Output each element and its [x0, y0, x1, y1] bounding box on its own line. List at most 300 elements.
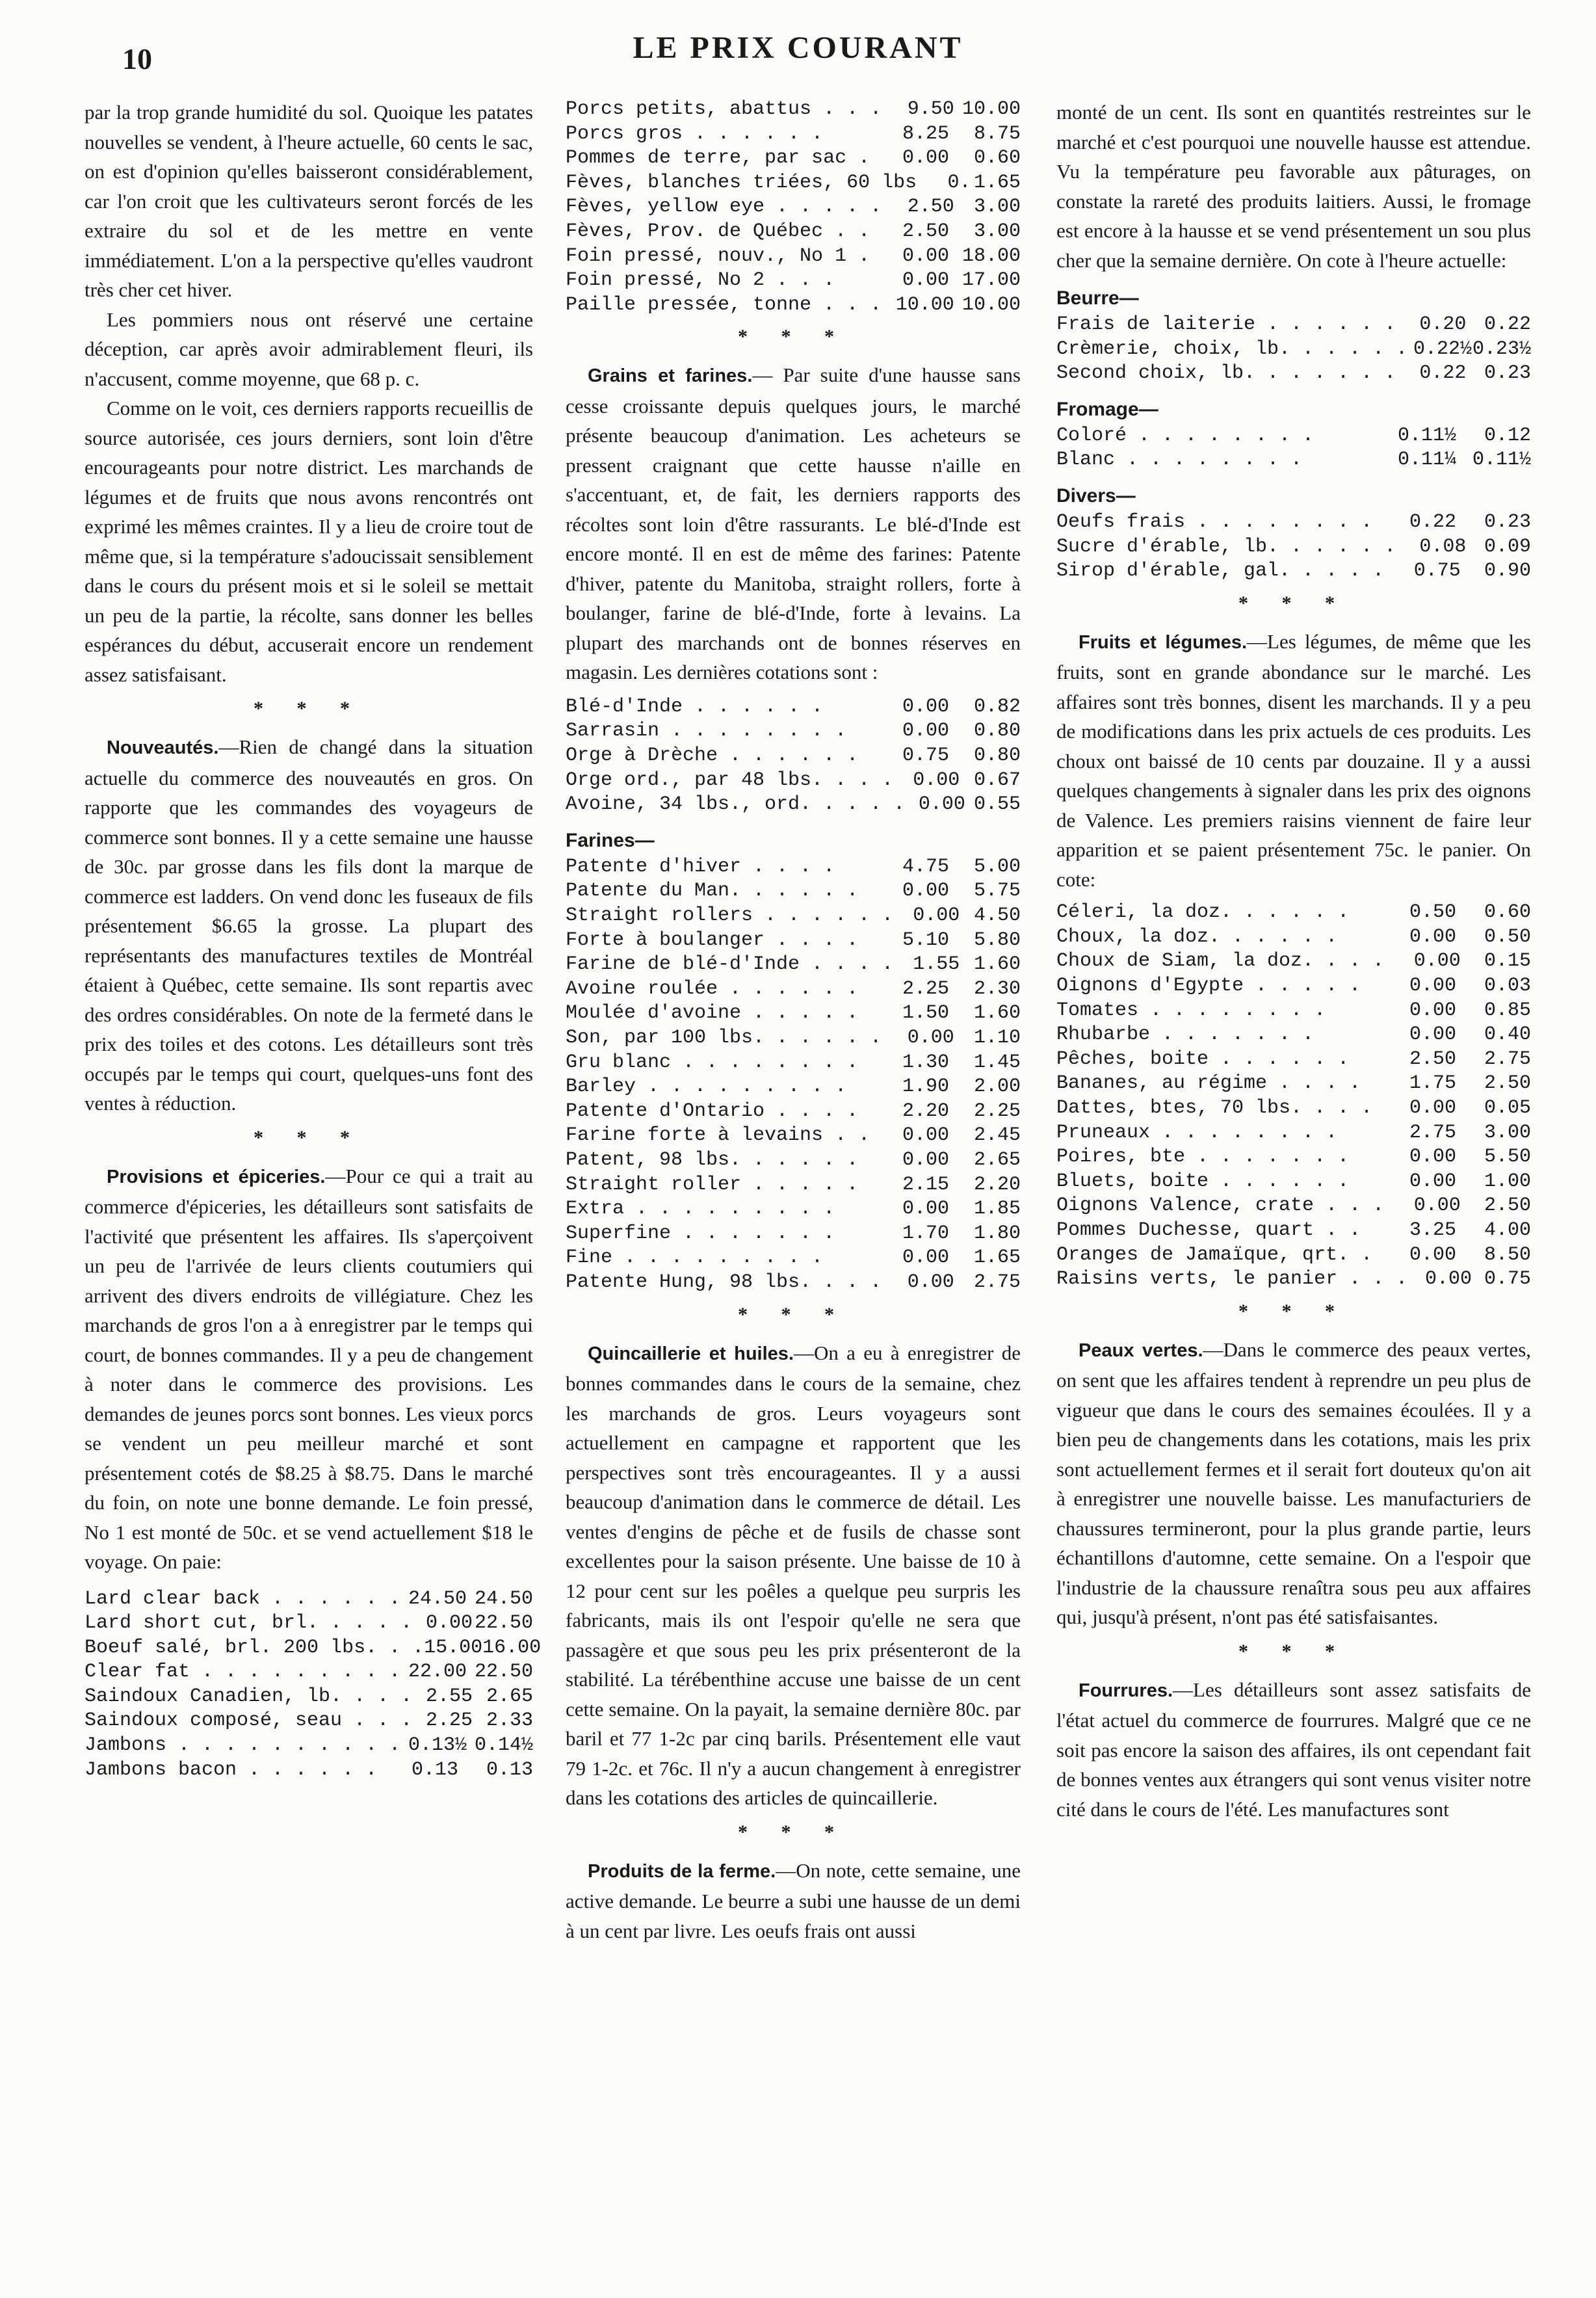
section-grains — [566, 360, 1021, 687]
section-text: —On note, cette semaine, une active demande. Le beurre a subi une hausse de un demi à un cent par livre. Les oeufs frais ont aussi — [566, 1858, 1021, 1942]
price-high: 0.55 — [973, 793, 1021, 816]
price-high: 0.85 — [1484, 999, 1531, 1022]
price-high: 18.00 — [962, 244, 1021, 267]
price-high: 0.80 — [973, 745, 1021, 767]
item-name: Oignons d'Egypte . . . . . — [1056, 975, 1361, 997]
item-name: Blanc . . . . . . . . — [1056, 449, 1303, 471]
section-divider: * * * — [1238, 592, 1349, 614]
item-name: Second choix, lb. . . . . . . — [1056, 362, 1396, 385]
price-low: 0.75 — [1413, 560, 1461, 583]
price-row — [85, 1611, 533, 1636]
item-name: Saindoux Canadien, lb. . . . — [85, 1685, 413, 1708]
paragraph: par la trop grande humidité du sol. Quoique les patates nouvelles se vendent, à l'heure actuelle, 60 cents le sac, on est d'opinion qu'elles baisseront considérablement, car l'on croit que les cultivateurs seront forcés de les extraire du sol et de les mettre en vente immédiatement. L'on a la perspective qu'elles vaudront très cher cet hiver. — [85, 101, 533, 301]
item-name: Pommes Duchesse, quart . . — [1056, 1219, 1361, 1241]
price-row — [566, 1148, 1021, 1173]
price-high: 1.65 — [973, 1247, 1021, 1269]
section-fourrures — [1056, 1675, 1531, 1825]
item-name: Son, par 100 lbs. . . . . . — [566, 1026, 882, 1049]
price-row — [566, 719, 1021, 744]
price-high: 0.23½ — [1472, 337, 1531, 360]
section-quincaillerie — [566, 1338, 1021, 1813]
item-name: Porcs petits, abattus . . . — [566, 98, 882, 120]
price-list — [85, 1587, 542, 1783]
item-name: Frais de laiterie . . . . . . — [1056, 313, 1396, 336]
price-high: 17.00 — [962, 269, 1021, 292]
price-high: 0.75 — [1484, 1268, 1531, 1291]
item-name: Foin pressé, nouv., No 1 . — [566, 244, 870, 267]
price-low: 2.50 — [1409, 1048, 1456, 1070]
price-high: 0.15 — [1484, 950, 1531, 973]
item-name: Straight roller . . . . . — [566, 1173, 859, 1196]
price-low: 0.00 — [902, 1148, 949, 1171]
price-low: 1.55 — [913, 953, 960, 976]
price-row — [566, 977, 1021, 1002]
price-row — [566, 1197, 1021, 1222]
item-name: Patente du Man. . . . . . — [566, 880, 859, 903]
price-row — [1056, 999, 1531, 1024]
price-high: 1.65 — [973, 171, 1021, 194]
item-name: Céleri, la doz. . . . . . — [1056, 901, 1350, 924]
section-divider: * * * — [738, 326, 848, 348]
page-number: 10 — [122, 42, 152, 75]
price-low: 10.00 — [895, 293, 954, 316]
price-row — [1056, 1267, 1531, 1292]
price-low: 0.22 — [1409, 510, 1456, 533]
price-low: 5.10 — [902, 929, 949, 951]
price-high: 1.60 — [973, 953, 1021, 976]
price-low: 3.25 — [1409, 1219, 1456, 1241]
price-low: 0.00 — [1409, 999, 1456, 1022]
price-low: 0.00 — [902, 244, 949, 267]
item-name: Farine forte à levains . . — [566, 1124, 870, 1147]
price-row — [566, 1100, 1021, 1124]
price-high: 0.60 — [1484, 901, 1531, 924]
item-name: Lard clear back . . . . . . — [85, 1587, 401, 1610]
item-name: Saindoux composé, seau . . . — [85, 1710, 413, 1732]
price-high: 2.65 — [973, 1148, 1021, 1171]
price-high: 2.45 — [973, 1124, 1021, 1147]
price-high: 0.14½ — [474, 1734, 533, 1757]
section-heading: Provisions et épiceries. — [107, 1166, 326, 1187]
column-2 — [566, 98, 1021, 1946]
price-row — [566, 122, 1021, 147]
price-row — [566, 1246, 1021, 1271]
price-high: 0.23 — [1484, 362, 1531, 385]
price-row — [566, 793, 1021, 817]
price-high: 4.00 — [1484, 1219, 1531, 1241]
price-row — [566, 98, 1021, 122]
section-nouveautes — [85, 732, 533, 1118]
price-row — [85, 1734, 533, 1758]
price-low: 1.30 — [902, 1051, 949, 1074]
item-name: Choux, la doz. . . . . . — [1056, 925, 1338, 948]
price-high: 2.30 — [973, 977, 1021, 1000]
price-row — [1056, 1121, 1531, 1146]
price-row — [566, 220, 1021, 244]
price-row — [1056, 1072, 1531, 1096]
price-row — [85, 1636, 542, 1661]
item-name: Sucre d'érable, lb. . . . . . — [1056, 535, 1396, 558]
section-provisions — [85, 1161, 533, 1577]
item-name: Dattes, btes, 70 lbs. . . . — [1056, 1097, 1373, 1119]
item-name: Blé-d'Inde . . . . . . — [566, 695, 824, 718]
price-low: 0.00 — [902, 1198, 949, 1221]
price-row — [566, 1075, 1021, 1100]
price-row — [566, 1124, 1021, 1148]
price-row — [566, 269, 1021, 293]
item-name: Jambons bacon . . . . . . — [85, 1758, 378, 1781]
price-low: 2.55 — [426, 1685, 473, 1708]
price-low: 0.00 — [1409, 975, 1456, 997]
price-low: 0.00 — [913, 769, 960, 791]
price-low: 24.50 — [408, 1587, 467, 1610]
price-high: 16.00 — [482, 1636, 542, 1659]
price-low: 0.00 — [1409, 1024, 1456, 1046]
price-low: 4.75 — [902, 855, 949, 878]
section-divider: * * * — [1238, 1300, 1349, 1322]
price-high: 10.00 — [962, 293, 1021, 316]
section-text: —On a eu à enregistrer de bonnes commandes dans le cours de la semaine, chez les marchands de gros. Leurs voyageurs sont actuellement en campagne et rapportent que les perspectives sont très encourageantes. Il y a aussi beaucoup d'animation dans le commerce de détail. Les ventes d'engins de pêche et de fusils de chasse sont excellentes pour la saison présente. Une baisse de 10 à 12 pour cent sur les poêles a quelque peu surpris les fabricants, mais ils ont l'espoir qu'elle ne sera que passagère et que sous peu les prix présenteront de la stabilité. La térébenthine accuse une baisse de un cent cette semaine. On la payait, la semaine dernière 80c. par baril et 77 1-2c par cinq barils. Présentement elle vaut 79 1-2c. et 76c. Il n'y a aucun changement à enregistrer dans les cotations des articles de quincaillerie. — [566, 1341, 1021, 1809]
section-heading: Fruits et légumes. — [1079, 631, 1248, 653]
section-divider: * * * — [1238, 1640, 1349, 1662]
price-row — [566, 244, 1021, 269]
price-row — [566, 855, 1021, 880]
price-row — [1056, 1048, 1531, 1072]
price-low: 0.08 — [1419, 535, 1467, 558]
price-low: 22.00 — [408, 1661, 467, 1684]
price-high: 0.67 — [973, 769, 1021, 791]
price-list — [1056, 510, 1531, 584]
price-low: 0.00 — [1409, 1170, 1456, 1193]
price-high: 2.50 — [1484, 1195, 1531, 1217]
price-high: 0.50 — [1484, 925, 1531, 948]
price-low: 1.75 — [1409, 1072, 1456, 1095]
price-row — [1056, 313, 1531, 337]
price-low: 1.50 — [902, 1002, 949, 1025]
price-high: 0.09 — [1484, 535, 1531, 558]
price-row — [1056, 925, 1531, 950]
item-name: Fèves, yellow eye . . . . . — [566, 196, 882, 218]
price-row — [1056, 974, 1531, 999]
price-high: 8.50 — [1484, 1243, 1531, 1266]
price-row — [1056, 1023, 1531, 1048]
price-high: 0.40 — [1484, 1024, 1531, 1046]
item-name: Bluets, boite . . . . . . — [1056, 1170, 1350, 1193]
price-row — [85, 1587, 533, 1612]
price-low: 9.50 — [907, 98, 954, 120]
price-row — [85, 1660, 533, 1685]
item-name: Farine de blé-d'Inde . . . . — [566, 953, 894, 976]
item-name: Avoine, 34 lbs., ord. . . . . — [566, 793, 906, 816]
price-row — [85, 1685, 533, 1710]
item-name: Crèmerie, choix, lb. . . . . . — [1056, 337, 1408, 360]
item-name: Jambons . . . . . . . . . . — [85, 1734, 401, 1757]
price-low: 0.00 — [1413, 950, 1461, 973]
price-high: 0.23 — [1484, 510, 1531, 533]
section-produits-ferme — [566, 1856, 1021, 1946]
column-1 — [85, 98, 542, 1782]
price-low: 0.00 — [902, 269, 949, 292]
price-high: 0.12 — [1484, 424, 1531, 447]
item-name: Oignons Valence, crate . . . — [1056, 1195, 1385, 1217]
price-high: 2.20 — [973, 1173, 1021, 1196]
price-row — [566, 1026, 1021, 1051]
price-low: 0. — [947, 171, 971, 194]
subheading-farines: Farines— — [566, 829, 655, 851]
price-low: 0.00 — [1424, 1268, 1472, 1291]
price-row — [1056, 1194, 1531, 1219]
price-high: 24.50 — [474, 1587, 533, 1610]
price-row — [566, 929, 1021, 953]
price-low: 0.00 — [907, 1271, 954, 1293]
section-peaux-vertes — [1056, 1335, 1531, 1632]
price-high: 0.22 — [1484, 313, 1531, 336]
price-row — [566, 1271, 1021, 1295]
item-name: Clear fat . . . . . . . . . — [85, 1661, 401, 1684]
price-high: 10.00 — [962, 98, 1021, 120]
section-text: —Les détailleurs sont assez satisfaits de l'état actuel du commerce de fourrures. Malgré que ce ne soit pas encore la saison des affaires, ils ont cependant fait de bonnes ventes aux étrangers qui sont venus visiter notre cité dans le cours de l'été. Les manufactures sont — [1056, 1678, 1531, 1821]
section-heading: Quincaillerie et huiles. — [588, 1343, 794, 1364]
price-low: 0.00 — [902, 1247, 949, 1269]
item-name: Porcs gros . . . . . . — [566, 122, 824, 145]
price-high: 0.80 — [973, 720, 1021, 743]
paragraph: monté de un cent. Ils sont en quantités restreintes sur le marché et c'est pourquoi une nouvelle hausse est attendue. Vu la température peu favorable aux pâturages, on constate la rareté des produits laitiers. Aussi, le fromage est encore à la hausse et se vend présentement un sou plus cher que la semaine dernière. On cote à l'heure actuelle: — [1056, 101, 1531, 272]
price-high: 2.00 — [973, 1076, 1021, 1098]
price-row — [566, 1001, 1021, 1026]
section-heading: Nouveautés. — [107, 737, 219, 758]
item-name: Pruneaux . . . . . . . . — [1056, 1121, 1338, 1144]
price-low: 0.00 — [902, 147, 949, 170]
price-row — [1056, 448, 1531, 473]
item-name: Pommes de terre, par sac . — [566, 147, 870, 170]
price-high: 1.45 — [973, 1051, 1021, 1074]
section-text: — Par suite d'une hausse sans cesse croissante depuis quelques jours, le marché présente beaucoup d'animation. Les acheteurs se pressent craignant que cette hausse n'aille en s'accentuant, et, de fait, les derniers rapports des récoltes sont loin d'être rassurants. Le blé-d'Inde est encore monté. Il en est de même des farines: Patente d'hiver, patente du Manitoba, straight rollers, forte à boulanger, farine de blé-d'Inde, forte à levains. La plupart des marchands ont de bonnes réserves en magasin. Les dernières cotations sont : — [566, 363, 1021, 684]
price-low: 0.13 — [411, 1758, 458, 1781]
item-name: Patente Hung, 98 lbs. . . . — [566, 1271, 882, 1293]
price-low: 0.13½ — [408, 1734, 467, 1757]
price-row — [1056, 510, 1531, 535]
publication-title: LE PRIX COURANT — [633, 31, 963, 65]
price-high: 0.90 — [1484, 560, 1531, 583]
item-name: Orge ord., par 48 lbs. . . . — [566, 769, 894, 791]
price-low: 0.75 — [902, 745, 949, 767]
price-low: 0.00 — [1413, 1195, 1461, 1217]
price-row — [566, 879, 1021, 904]
item-name: Patent, 98 lbs. . . . . . — [566, 1148, 859, 1171]
price-low: 0.00 — [902, 720, 949, 743]
price-low: 0.00 — [1409, 1243, 1456, 1266]
section-heading: Peaux vertes. — [1079, 1340, 1203, 1361]
section-divider: * * * — [254, 698, 364, 719]
price-high: 1.00 — [1484, 1170, 1531, 1193]
price-row — [1056, 559, 1531, 584]
price-row — [566, 146, 1021, 171]
section-text: —Les légumes, de même que les fruits, sont en grande abondance sur le marché. Les affaires sont très bonnes, disent les marchands. Il y a peu de modifications dans les prix actuels de ces produits. Les choux ont baissé de 10 cents par douzaine. Il y a aussi quelques changements à signaler dans les prix des oignons de Valence. Les premiers raisins viennent de faire leur apparition et se paient présentement 75c. le panier. On cote: — [1056, 629, 1531, 891]
item-name: Raisins verts, le panier . . . — [1056, 1268, 1408, 1291]
section-heading: Fourrures. — [1079, 1680, 1173, 1701]
price-row — [566, 744, 1021, 769]
price-row — [85, 1758, 533, 1783]
section-divider: * * * — [738, 1303, 848, 1325]
price-high: 4.50 — [973, 905, 1021, 927]
price-high: 0.13 — [486, 1758, 533, 1781]
item-name: Lard short cut, brl. . . . . — [85, 1612, 413, 1635]
price-low: 2.20 — [902, 1100, 949, 1122]
paragraph: Les pommiers nous ont réservé une certaine déception, car après avoir admirablement fleuri, ils n'accusent, comme moyenne, que 68 p. c. — [85, 308, 533, 390]
price-row — [1056, 1096, 1531, 1121]
price-row — [566, 904, 1021, 929]
price-low: 0.00 — [1409, 925, 1456, 948]
price-high: 22.50 — [474, 1661, 533, 1684]
price-row — [1056, 1243, 1531, 1268]
price-row — [1056, 424, 1531, 449]
price-list — [566, 855, 1021, 1295]
item-name: Pêches, boite . . . . . . — [1056, 1048, 1350, 1070]
price-low: 0.20 — [1419, 313, 1467, 336]
price-high: 1.60 — [973, 1002, 1021, 1025]
subheading-divers: Divers— — [1056, 484, 1136, 507]
item-name: Gru blanc . . . . . . . . — [566, 1051, 859, 1074]
item-name: Fine . . . . . . . . . — [566, 1247, 824, 1269]
item-name: Choux de Siam, la doz. . . . — [1056, 950, 1385, 973]
item-name: Boeuf salé, brl. 200 lbs. . . — [85, 1636, 425, 1659]
price-low: 0.11½ — [1397, 424, 1456, 447]
item-name: Fèves, blanches triées, 60 lbs — [566, 171, 917, 194]
price-high: 2.65 — [486, 1685, 533, 1708]
price-row — [566, 1222, 1021, 1247]
price-row — [1056, 1145, 1531, 1170]
item-name: Moulée d'avoine . . . . . — [566, 1002, 859, 1025]
item-name: Paille pressée, tonne . . . — [566, 293, 882, 316]
price-low: 2.50 — [902, 220, 949, 243]
price-row — [566, 695, 1021, 720]
price-low: 2.50 — [907, 196, 954, 218]
item-name: Superfine . . . . . . . — [566, 1222, 835, 1245]
item-name: Foin pressé, No 2 . . . — [566, 269, 835, 292]
price-high: 5.75 — [973, 880, 1021, 903]
price-row — [1056, 949, 1531, 974]
price-low: 0.00 — [902, 695, 949, 718]
price-high: 2.33 — [486, 1710, 533, 1732]
price-low: 0.00 — [1409, 1097, 1456, 1119]
price-low: 2.75 — [1409, 1121, 1456, 1144]
paragraph: Comme on le voit, ces derniers rapports recueillis de source autorisée, ces jours derniers, sont loin d'être encourageants pour notre district. Les marchands de légumes et de fruits que nous avons rencontrés ont exprimé les mêmes craintes. Il y a lieu de croire tout de même que, si la température s'adoucissait sensiblement dans le cours du présent mois et si le soleil se mettait un peu de la partie, la récolte, sans donner les belles espérances du début, accuserait encore un rendement assez satisfaisant. — [85, 397, 533, 686]
section-heading: Produits de la ferme. — [588, 1860, 776, 1882]
section-text: —Dans le commerce des peaux vertes, on sent que les affaires tendent à reprendre un peu plus de vigueur que dans le cours des semaines écoulées. Il y a bien peu de changements dans les cotations, mais les prix sont actuellement fermes et il serait fort douteux qu'on ait à enregistrer une nouvelle baisse. Les manufacturiers de chaussures termineront, pour la plus grande partie, leurs échantillons d'automne, cette semaine. On a l'espoir que l'industrie de la chaussure renaîtra sous peu aux affaires qui, jusqu'à présent, n'ont pas été satisfaisantes. — [1056, 1338, 1532, 1629]
price-low: 0.50 — [1409, 901, 1456, 924]
price-low: 0.00 — [1409, 1146, 1456, 1169]
price-low: 15.00 — [424, 1636, 483, 1659]
price-high: 2.75 — [1484, 1048, 1531, 1070]
price-high: 22.50 — [474, 1612, 533, 1635]
price-row — [1056, 1219, 1531, 1243]
price-low: 0.22½ — [1413, 337, 1472, 360]
item-name: Avoine roulée . . . . . . — [566, 977, 859, 1000]
item-name: Oeufs frais . . . . . . . . — [1056, 510, 1373, 533]
section-text: —Pour ce qui a trait au commerce d'épiceries, les détailleurs sont satisfaits de l'activité que présentent les affaires. Ils s'aperçoivent un peu de l'arrivée de leurs clients coutumiers qui arrivent des divers endroits de villégiature. Chez les marchands de gros l'on a à enregistrer par le temps qui court, de bonnes commandes. Il y a peu de changement à noter dans le commerce des provisions. Les demandes de jeunes porcs sont bonnes. Les vieux porcs se vendent un peu meilleur marché et sont présentement cotés de $8.25 à $8.75. Dans le marché du foin, on note une bonne demande. Le foin pressé, No 1 est monté de 50c. et se vend actuellement $18 le voyage. On paie: — [85, 1164, 533, 1573]
subheading-beurre: Beurre— — [1056, 287, 1139, 309]
item-name: Tomates . . . . . . . . — [1056, 999, 1326, 1022]
item-name: Rhubarbe . . . . . . . — [1056, 1024, 1315, 1046]
price-high: 2.75 — [973, 1271, 1021, 1293]
price-row — [85, 1709, 533, 1734]
section-divider: * * * — [738, 1821, 848, 1843]
price-list — [1056, 424, 1531, 473]
price-row — [566, 1173, 1021, 1198]
price-high: 3.00 — [973, 220, 1021, 243]
section-heading: Grains et farines. — [588, 365, 753, 387]
price-low: 1.90 — [902, 1076, 949, 1098]
price-high: 0.60 — [973, 147, 1021, 170]
price-row — [566, 171, 1021, 196]
price-low: 2.25 — [902, 977, 949, 1000]
price-high: 0.05 — [1484, 1097, 1531, 1119]
item-name: Barley . . . . . . . . . — [566, 1076, 847, 1098]
item-name: Extra . . . . . . . . . — [566, 1198, 835, 1221]
price-row — [1056, 535, 1531, 560]
price-row — [566, 953, 1021, 977]
item-name: Coloré . . . . . . . . — [1056, 424, 1315, 447]
subheading-fromage: Fromage— — [1056, 398, 1158, 420]
price-high: 5.80 — [973, 929, 1021, 951]
price-high: 1.80 — [973, 1222, 1021, 1245]
price-high: 0.11½ — [1472, 449, 1531, 471]
column-3 — [1056, 98, 1531, 1824]
item-name: Poires, bte . . . . . . . — [1056, 1146, 1350, 1169]
price-list — [1056, 901, 1531, 1292]
price-low: 0.00 — [913, 905, 960, 927]
price-list — [566, 695, 1021, 817]
price-low: 0.11¼ — [1397, 449, 1456, 471]
section-fruits-legumes — [1056, 627, 1531, 895]
item-name: Patente d'hiver . . . . — [566, 855, 835, 878]
price-high: 8.75 — [973, 122, 1021, 145]
item-name: Forte à boulanger . . . . — [566, 929, 859, 951]
price-list — [566, 98, 1021, 317]
item-name: Straight rollers . . . . . . — [566, 905, 894, 927]
item-name: Sarrasin . . . . . . . . — [566, 720, 847, 743]
section-text: —Rien de changé dans la situation actuelle du commerce des nouveautés en gros. On rapporte que les commandes des voyageurs de commerce sont bonnes. Il y a cette semaine une hausse de 30c. par grosse dans les fils dont la marque de commerce est ladders. On vend donc les fuseaux de fils présentement $6.65 la grosse. La plupart des représentants des manufactures textiles de Montréal étaient à Québec, cette semaine. Ils sont repartis avec des ordres considérables. On note de la fermeté dans le prix des toiles et des cotons. Les détailleurs sont très occupés par le temps qui court, quelques-uns font des ventes à réduction. — [85, 735, 533, 1115]
price-row — [1056, 362, 1531, 386]
price-low: 8.25 — [902, 122, 949, 145]
price-low: 0.22 — [1419, 362, 1467, 385]
price-low: 2.25 — [426, 1710, 473, 1732]
price-high: 5.50 — [1484, 1146, 1531, 1169]
price-row — [566, 293, 1021, 318]
price-high: 1.10 — [973, 1026, 1021, 1049]
price-row — [566, 195, 1021, 220]
section-divider: * * * — [254, 1126, 364, 1148]
item-name: Orge à Drèche . . . . . . — [566, 745, 859, 767]
price-high: 3.00 — [1484, 1121, 1531, 1144]
price-high: 3.00 — [973, 196, 1021, 218]
price-low: 0.00 — [902, 880, 949, 903]
price-list — [1056, 313, 1531, 386]
item-name: Patente d'Ontario . . . . — [566, 1100, 859, 1122]
price-high: 1.85 — [973, 1198, 1021, 1221]
price-low: 0.00 — [918, 793, 965, 816]
item-name: Bananes, au régime . . . . — [1056, 1072, 1361, 1095]
item-name: Fèves, Prov. de Québec . . — [566, 220, 870, 243]
price-row — [566, 769, 1021, 793]
price-row — [1056, 1170, 1531, 1195]
price-row — [566, 1051, 1021, 1076]
price-low: 0.00 — [902, 1124, 949, 1147]
price-high: 0.82 — [973, 695, 1021, 718]
price-row — [1056, 337, 1531, 362]
price-high: 2.25 — [973, 1100, 1021, 1122]
price-low: 2.15 — [902, 1173, 949, 1196]
